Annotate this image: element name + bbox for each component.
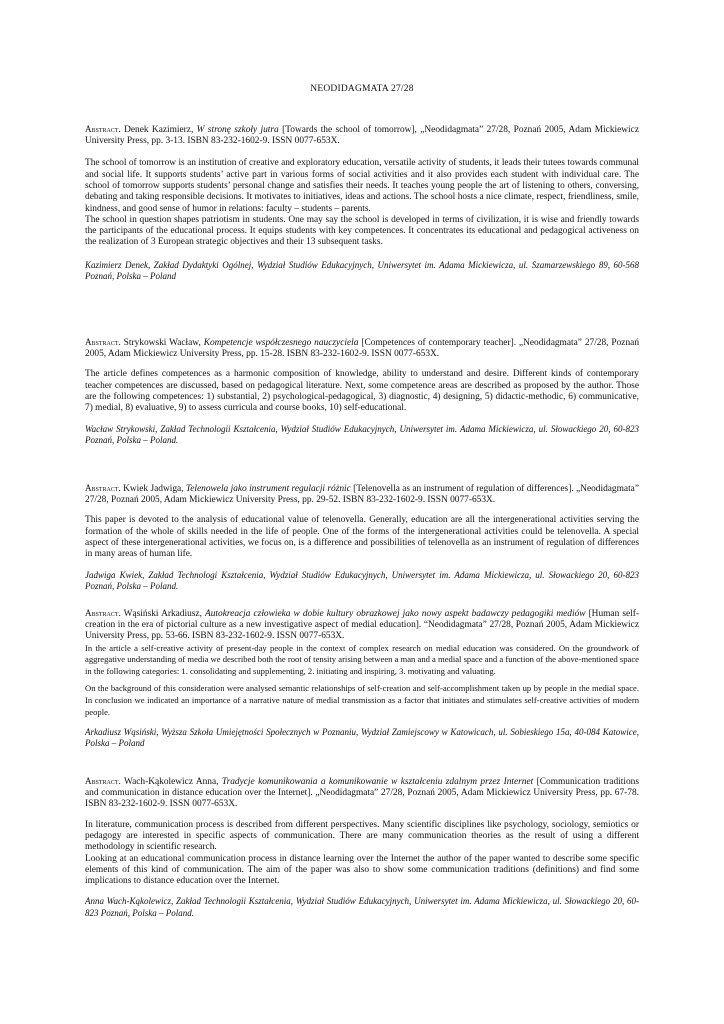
article-title: Autokreacja człowieka w dobie kultury obrazkowej jako nowy aspekt badawczy pedagogiki mediów (205, 609, 586, 619)
abstract-paragraph: The school in question shapes patriotism in students. One may say the school is developed in terms of civilization, it is wise and friendly towards the participants of the educational process. It equips students with key competences. It concentrates its educational and pedagogical activeness on the realization of 3 European strategic objectives and their 13 subsequent tasks. (85, 214, 639, 248)
abstract-paragraph: This paper is devoted to the analysis of educational value of telenovella. Generally, education are all the intergenerational activities serving the formation of the whole of skills needed in the life of people. One of the forms of the intergenerational activities could be telenovella. A special aspect of these intergenerational activities, we focus on, is a difference and possibilities of telenovella as an instrument of regulation of differences in many areas of human life. (85, 515, 639, 560)
abstract-entry (85, 776, 639, 919)
abstract-paragraph: In literature, communication process is described from different perspectives. Many scientific disciplines like psychology, sociology, semiotics or pedagogy are interested in specific aspects of communication. There are many communication theories as the result of using a different methodology in scientific research. (85, 819, 639, 853)
abstract-paragraph: The school of tomorrow is an institution of creative and exploratory education, versatile activity of students, it leads their tutees towards communal and social life. It supports students’ active part in various forms of social activities and it also provides each student with individual care. The school of tomorrow supports students’ personal change and satisfies their needs. It teaches young people the art of listening to others, conversing, debating and taking responsible decisions. It motivates to initiatives, ideas and actions. The school hosts a nice climate, respect, friendliness, smile, kindness, and good sense of humor in relations: faculty – students – parents. (85, 158, 639, 214)
citation: Abstract. Denek Kazimierz, W stronę szkoły jutra [Towards the school of tomorrow], „Neodidagmata” 27/28, Poznań 2005, Adam Mickiewicz University Press, pp. 3-13. ISBN 83-232-1602-9. ISSN 0077-653X. (85, 124, 639, 147)
abstract-paragraph: On the background of this consideration were analysed semantic relationships of self-creation and self-accomplishment taken up by people in the medial space. In conclusion we indicated an importance of a narrative nature of medial transmission as a factor that initiates and stimulates self-creative activities of modern people. (85, 683, 639, 717)
author-affiliation: Arkadiusz Wąsiński, Wyższa Szkoła Umiejętności Społecznych w Poznaniu, Wydział Zamiejscowy w Katowicach, ul. Sobieskiego 15a, 40-084 Katowice, Polska – Poland (85, 727, 639, 749)
article-title: Tradycje komunikowania a komunikowanie w kształceniu zdalnym przez Internet (221, 777, 534, 787)
article-title: Telenowela jako instrument regulacji różnic (185, 484, 351, 494)
abstract-entry (85, 124, 639, 282)
author-affiliation: Jadwiga Kwiek, Zakład Technologi Kształcenia, Wydział Studiów Edukacyjnych, Uniwersytet im. Adama Mickiewicza, ul. Słowackiego 20, 60-823 Poznań, Polska – Poland. (85, 569, 639, 591)
abstract-label: Abstract. (85, 483, 121, 493)
author-affiliation: Anna Wach-Kąkolewicz, Zakład Technologii Kształcenia, Wydział Studiów Edukacyjnych, Uniwersytet im. Adama Mickiewicza, ul. Słowackiego 20, 60-823 Poznań, Polska – Poland. (85, 896, 639, 918)
citation: Abstract. Wąsiński Arkadiusz, Autokreacja człowieka w dobie kultury obrazkowej jako nowy aspekt badawczy pedagogiki mediów [Human self-creation in the era of pictorial culture as a new investigative aspect of medial education]. “Neodidagmata” 27/28, Poznań 2005, Adam Mickiewicz University Press, pp. 53-66. ISBN 83-232-1602-9. ISSN 0077-653X. (85, 608, 639, 642)
article-title: Kompetencje współczesnego nauczyciela (203, 338, 359, 348)
author-affiliation: Kazimierz Denek, Zakład Dydaktyki Ogólnej, Wydział Studiów Edukacyjnych, Uniwersytet im. Adama Mickiewicza, ul. Szamarzewskiego 89, 60-568 Poznań, Polska – Poland (85, 259, 639, 281)
page-header: NEODIDAGMATA 27/28 (310, 84, 414, 94)
abstract-paragraph: In the article a self-creative activity of present-day people in the context of complex research on medial education was considered. On the groundwork of aggregative understanding of media we described both the root of tensity arising between a man and a medial space and a function of the above-mentioned space in the following categories: 1. consolidating and supplementing, 2. initiating and inspiring, 3. motivating and valuating. (85, 642, 639, 676)
abstract-paragraph: Looking at an educational communication process in distance learning over the Internet the author of the paper wanted to describe some specific elements of this kind of communication. The aim of the paper was also to show some communication traditions (definitions) and find some implications to distance education over the Internet. (85, 853, 639, 887)
abstract-paragraph: The article defines competences as a harmonic composition of knowledge, ability to understand and desire. Different kinds of contemporary teacher competences are discussed, based on pedagogical literature. Next, some competence areas are described as proposed by the author. Those are the following competences: 1) substantial, 2) psychological-pedagogical, 3) diagnostic, 4) designing, 5) didactic-methodic, 6) communicative, 7) medial, 8) evaluative, 9) to assess curricula and course books, 10) self-educational. (85, 369, 639, 414)
abstract-label: Abstract. (85, 776, 121, 786)
citation: Abstract. Kwiek Jadwiga, Telenowela jako instrument regulacji różnic [Telenovella as an instrument of regulation of differences]. „Neodidagmata” 27/28, Poznań 2005, Adam Mickiewicz University Press, pp. 29-52. ISBN 83-232-1602-9. ISSN 0077-653X. (85, 483, 639, 506)
article-title: W stronę szkoły jutra (196, 125, 279, 135)
abstract-label: Abstract. (85, 337, 121, 347)
citation: Abstract. Wach-Kąkolewicz Anna, Tradycje komunikowania a komunikowanie w kształceniu zdalnym przez Internet [Communication traditions and communication in distance education over the Internet]. „Neodidagmata” 27/28, Poznań 2005, Adam Mickiewicz University Press, pp. 67-78. ISBN 83-232-1602-9. ISSN 0077-653X. (85, 776, 639, 810)
abstract-entry (85, 337, 639, 446)
abstract-entry (85, 483, 639, 592)
abstract-label: Abstract. (85, 608, 121, 618)
author-affiliation: Wacław Strykowski, Zakład Technologii Kształcenia, Wydział Studiów Edukacyjnych, Uniwersytet im. Adama Mickiewicza, ul. Słowackiego 20, 60-823 Poznań, Polska – Poland. (85, 423, 639, 445)
citation: Abstract. Strykowski Wacław, Kompetencje współczesnego nauczyciela [Competences of contemporary teacher]. „Neodidagmata” 27/28, Poznań 2005, Adam Mickiewicz University Press, pp. 15-28. ISBN 83-232-1602-9. ISSN 0077-653X. (85, 337, 640, 360)
abstract-label: Abstract. (85, 124, 121, 134)
abstract-entry (85, 608, 639, 750)
